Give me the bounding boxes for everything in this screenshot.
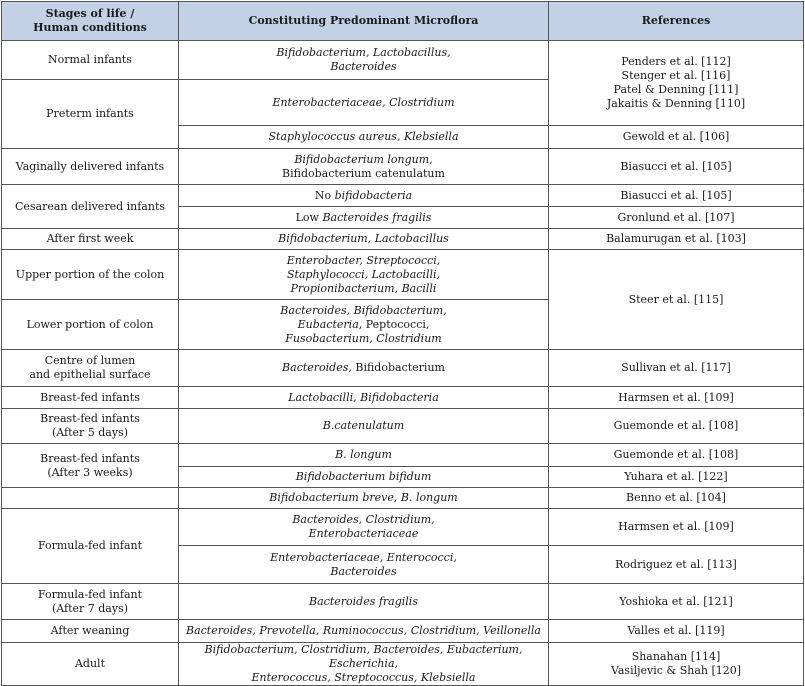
table-row (2, 409, 804, 444)
microflora-table (1, 1, 804, 686)
stage-cell: Breast-fed infants (After 3 weeks) (2, 444, 179, 488)
microflora-cell: Bacteroides, Clostridium, Enterobacteriaceae (179, 509, 549, 546)
microflora-cell: Bacteroides, Bifidobacterium, Eubacteria, Peptococci, Fusobacterium, Clostridium (179, 300, 549, 350)
header-microflora: Constituting Predominant Microflora (179, 2, 549, 41)
table-row (2, 41, 804, 80)
reference-cell: Benno et al. [104] (549, 488, 804, 509)
table-row (2, 620, 804, 643)
reference-cell: Rodriguez et al. [113] (549, 546, 804, 584)
stage-cell (2, 488, 179, 509)
microflora-cell: B. longum (179, 444, 549, 467)
reference-cell: Biasucci et al. [105] (549, 149, 804, 185)
reference-cell: Balamurugan et al. [103] (549, 229, 804, 250)
stage-cell: Preterm infants (2, 80, 179, 149)
microflora-cell: Bacteroides, Prevotella, Ruminococcus, Clostridium, Veillonella (179, 620, 549, 643)
table-row (2, 350, 804, 387)
reference-cell: Harmsen et al. [109] (549, 387, 804, 409)
microflora-cell: Enterobacter, Streptococci, Staphylococci, Lactobacilli, Propionibacterium, Bacilli (179, 250, 549, 300)
stage-cell: Breast-fed infants (2, 387, 179, 409)
reference-cell: Guemonde et al. [108] (549, 444, 804, 467)
table-row (2, 250, 804, 300)
reference-cell: Yoshioka et al. [121] (549, 584, 804, 620)
reference-cell: Gewold et al. [106] (549, 126, 804, 149)
table-row (2, 488, 804, 509)
microflora-cell: Bacteroides fragilis (179, 584, 549, 620)
microflora-cell: Low Bacteroides fragilis (179, 207, 549, 229)
reference-cell: Gronlund et al. [107] (549, 207, 804, 229)
microflora-cell: Bifidobacterium longum, Bifidobacterium catenulatum (179, 149, 549, 185)
reference-cell: Shanahan [114] Vasiljevic & Shah [120] (549, 643, 804, 686)
microflora-cell: Bifidobacterium, Clostridium, Bacteroides, Eubacterium, Escherichia, Enterococcus, Streptococcus, Klebsiella (179, 643, 549, 686)
stage-cell: Vaginally delivered infants (2, 149, 179, 185)
stage-cell: Cesarean delivered infants (2, 185, 179, 229)
microflora-cell: Bifidobacterium, Lactobacillus, Bacteroides (179, 41, 549, 80)
microflora-cell: Enterobacteriaceae, Clostridium (179, 80, 549, 126)
stage-cell: Adult (2, 643, 179, 686)
microflora-cell: Enterobacteriaceae, Enterococci, Bacteroides (179, 546, 549, 584)
microflora-cell: Bifidobacterium bifidum (179, 467, 549, 488)
table-row (2, 643, 804, 686)
table-row (2, 509, 804, 546)
reference-cell: Steer et al. [115] (549, 250, 804, 350)
stage-cell: After weaning (2, 620, 179, 643)
stage-cell: Breast-fed infants (After 5 days) (2, 409, 179, 444)
stage-cell: Formula-fed infant (After 7 days) (2, 584, 179, 620)
table-row (2, 185, 804, 207)
microflora-cell: Bifidobacterium, Lactobacillus (179, 229, 549, 250)
stage-cell: After first week (2, 229, 179, 250)
reference-cell: Biasucci et al. [105] (549, 185, 804, 207)
microflora-cell: Bifidobacterium breve, B. longum (179, 488, 549, 509)
table-row (2, 149, 804, 185)
table-row (2, 444, 804, 467)
table-row (2, 387, 804, 409)
microflora-cell: B.catenulatum (179, 409, 549, 444)
stage-cell: Normal infants (2, 41, 179, 80)
reference-cell: Yuhara et al. [122] (549, 467, 804, 488)
header-references: References (549, 2, 804, 41)
reference-cell: Penders et al. [112] Stenger et al. [116] Patel & Denning [111] Jakaitis & Denning [110] (549, 41, 804, 126)
stage-cell: Formula-fed infant (2, 509, 179, 584)
reference-cell: Harmsen et al. [109] (549, 509, 804, 546)
stage-cell: Centre of lumen and epithelial surface (2, 350, 179, 387)
header-row (2, 2, 804, 41)
microflora-cell: No bifidobacteria (179, 185, 549, 207)
reference-cell: Valles et al. [119] (549, 620, 804, 643)
stage-cell: Upper portion of the colon (2, 250, 179, 300)
stage-cell: Lower portion of colon (2, 300, 179, 350)
microflora-cell: Bacteroides, Bifidobacterium (179, 350, 549, 387)
reference-cell: Sullivan et al. [117] (549, 350, 804, 387)
table-row (2, 584, 804, 620)
microflora-cell: Staphylococcus aureus, Klebsiella (179, 126, 549, 149)
reference-cell: Guemonde et al. [108] (549, 409, 804, 444)
table-row (2, 229, 804, 250)
microflora-cell: Lactobacilli, Bifidobacteria (179, 387, 549, 409)
header-stages: Stages of life / Human conditions (2, 2, 179, 41)
